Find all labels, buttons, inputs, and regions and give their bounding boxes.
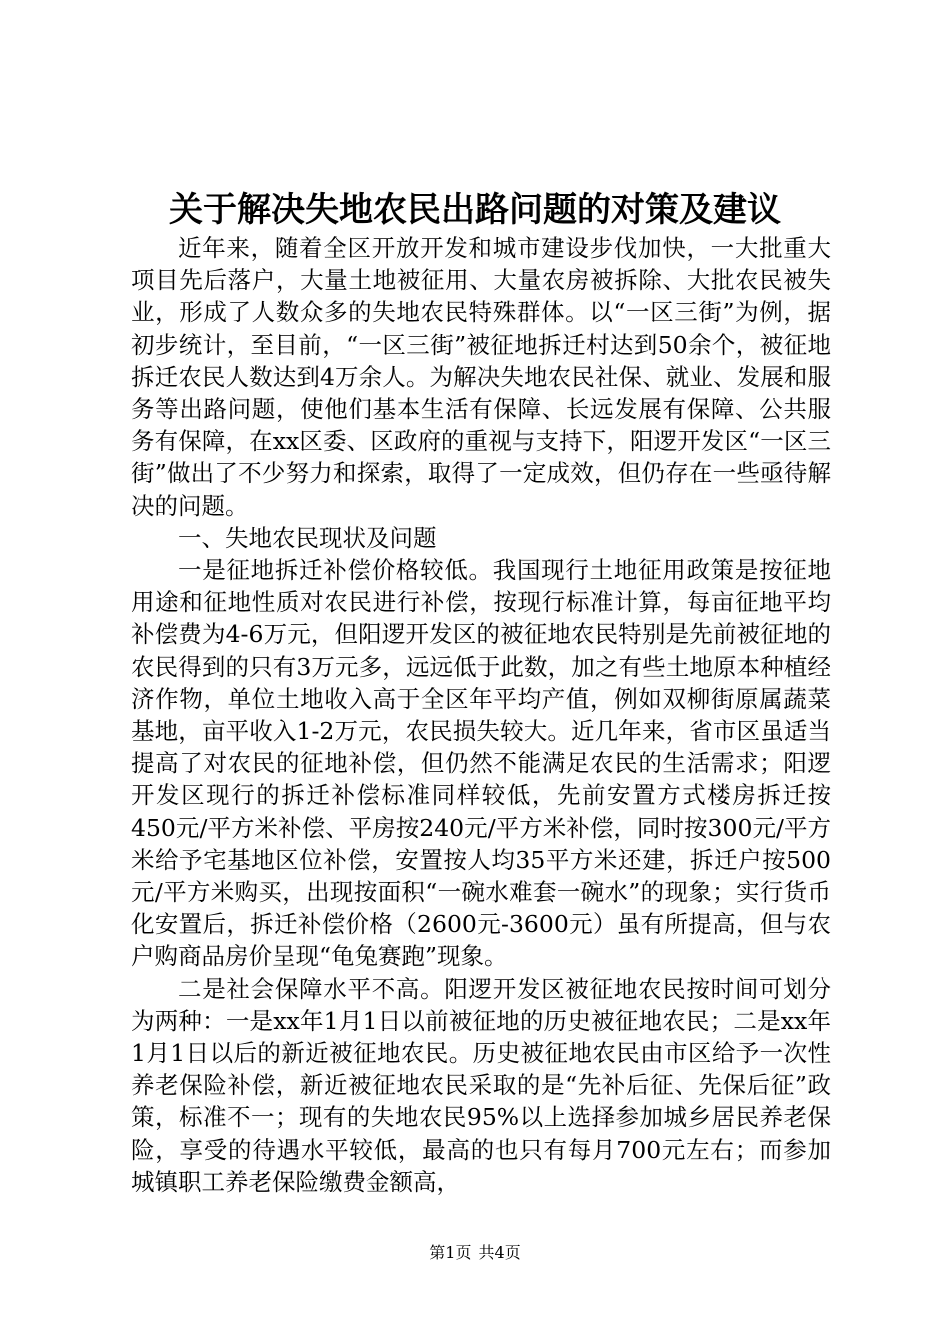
document-body — [131, 232, 831, 1198]
paragraph-intro: 近年来，随着全区开放开发和城市建设步伐加快，一大批重大项目先后落户，大量土地被征用、大量农房被拆除、大批农民被失业，形成了人数众多的失地农民特殊群体。以“一区三街”为例，据初步统计，至目前，“一区三街”被征地拆迁村达到50余个，被征地拆迁农民人数达到4万余人。为解决失地农民社保、就业、发展和服务等出路问题，使他们基本生活有保障、长远发展有保障、公共服务有保障，在xx区委、区政府的重视与支持下，阳逻开发区“一区三街”做出了不少努力和探索，取得了一定成效，但仍存在一些亟待解决的问题。 — [131, 234, 831, 520]
paragraph-social-security: 二是社会保障水平不高。阳逻开发区被征地农民按时间可划分为两种：一是xx年1月1日以前被征地的历史被征地农民；二是xx年1月1日以后的新近被征地农民。历史被征地农民由市区给予一次性养老保险补偿，新近被征地农民采取的是“先补后征、先保后征”政策，标准不一；现有的失地农民95%以上选择参加城乡居民养老保险，享受的待遇水平较低，最高的也只有每月700元左右；而参加城镇职工养老保险缴费金额高， — [131, 974, 831, 1196]
paragraph-compensation: 一是征地拆迁补偿价格较低。我国现行土地征用政策是按征地用途和征地性质对农民进行补偿，按现行标准计算，每亩征地平均补偿费为4-6万元，但阳逻开发区的被征地农民特别是先前被征地的农民得到的只有3万元多，远远低于此数，加之有些土地原本种植经济作物，单位土地收入高于全区年平均产值，例如双柳街原属蔬菜基地，亩平收入1-2万元，农民损失较大。近几年来，省市区虽适当提高了对农民的征地补偿，但仍然不能满足农民的生活需求；阳逻开发区现行的拆迁补偿标准同样较低，先前安置方式楼房拆迁按450元/平方米补偿、平房按240元/平方米补偿，同时按300元/平方米给予宅基地区位补偿，安置按人均35平方米还建，拆迁户按500元/平方米购买，出现按面积“一碗水难套一碗水”的现象；实行货币化安置后，拆迁补偿价格（2600元-3600元）虽有所提高，但与农户购商品房价呈现“龟兔赛跑”现象。 — [131, 556, 831, 971]
page-total: 共4页 — [478, 1243, 521, 1262]
document-title: 关于解决失地农民出路问题的对策及建议 — [169, 190, 781, 230]
page-number: 第1页 — [429, 1243, 472, 1262]
section-heading: 一、失地农民现状及问题 — [178, 523, 437, 552]
page-footer — [0, 1243, 950, 1263]
